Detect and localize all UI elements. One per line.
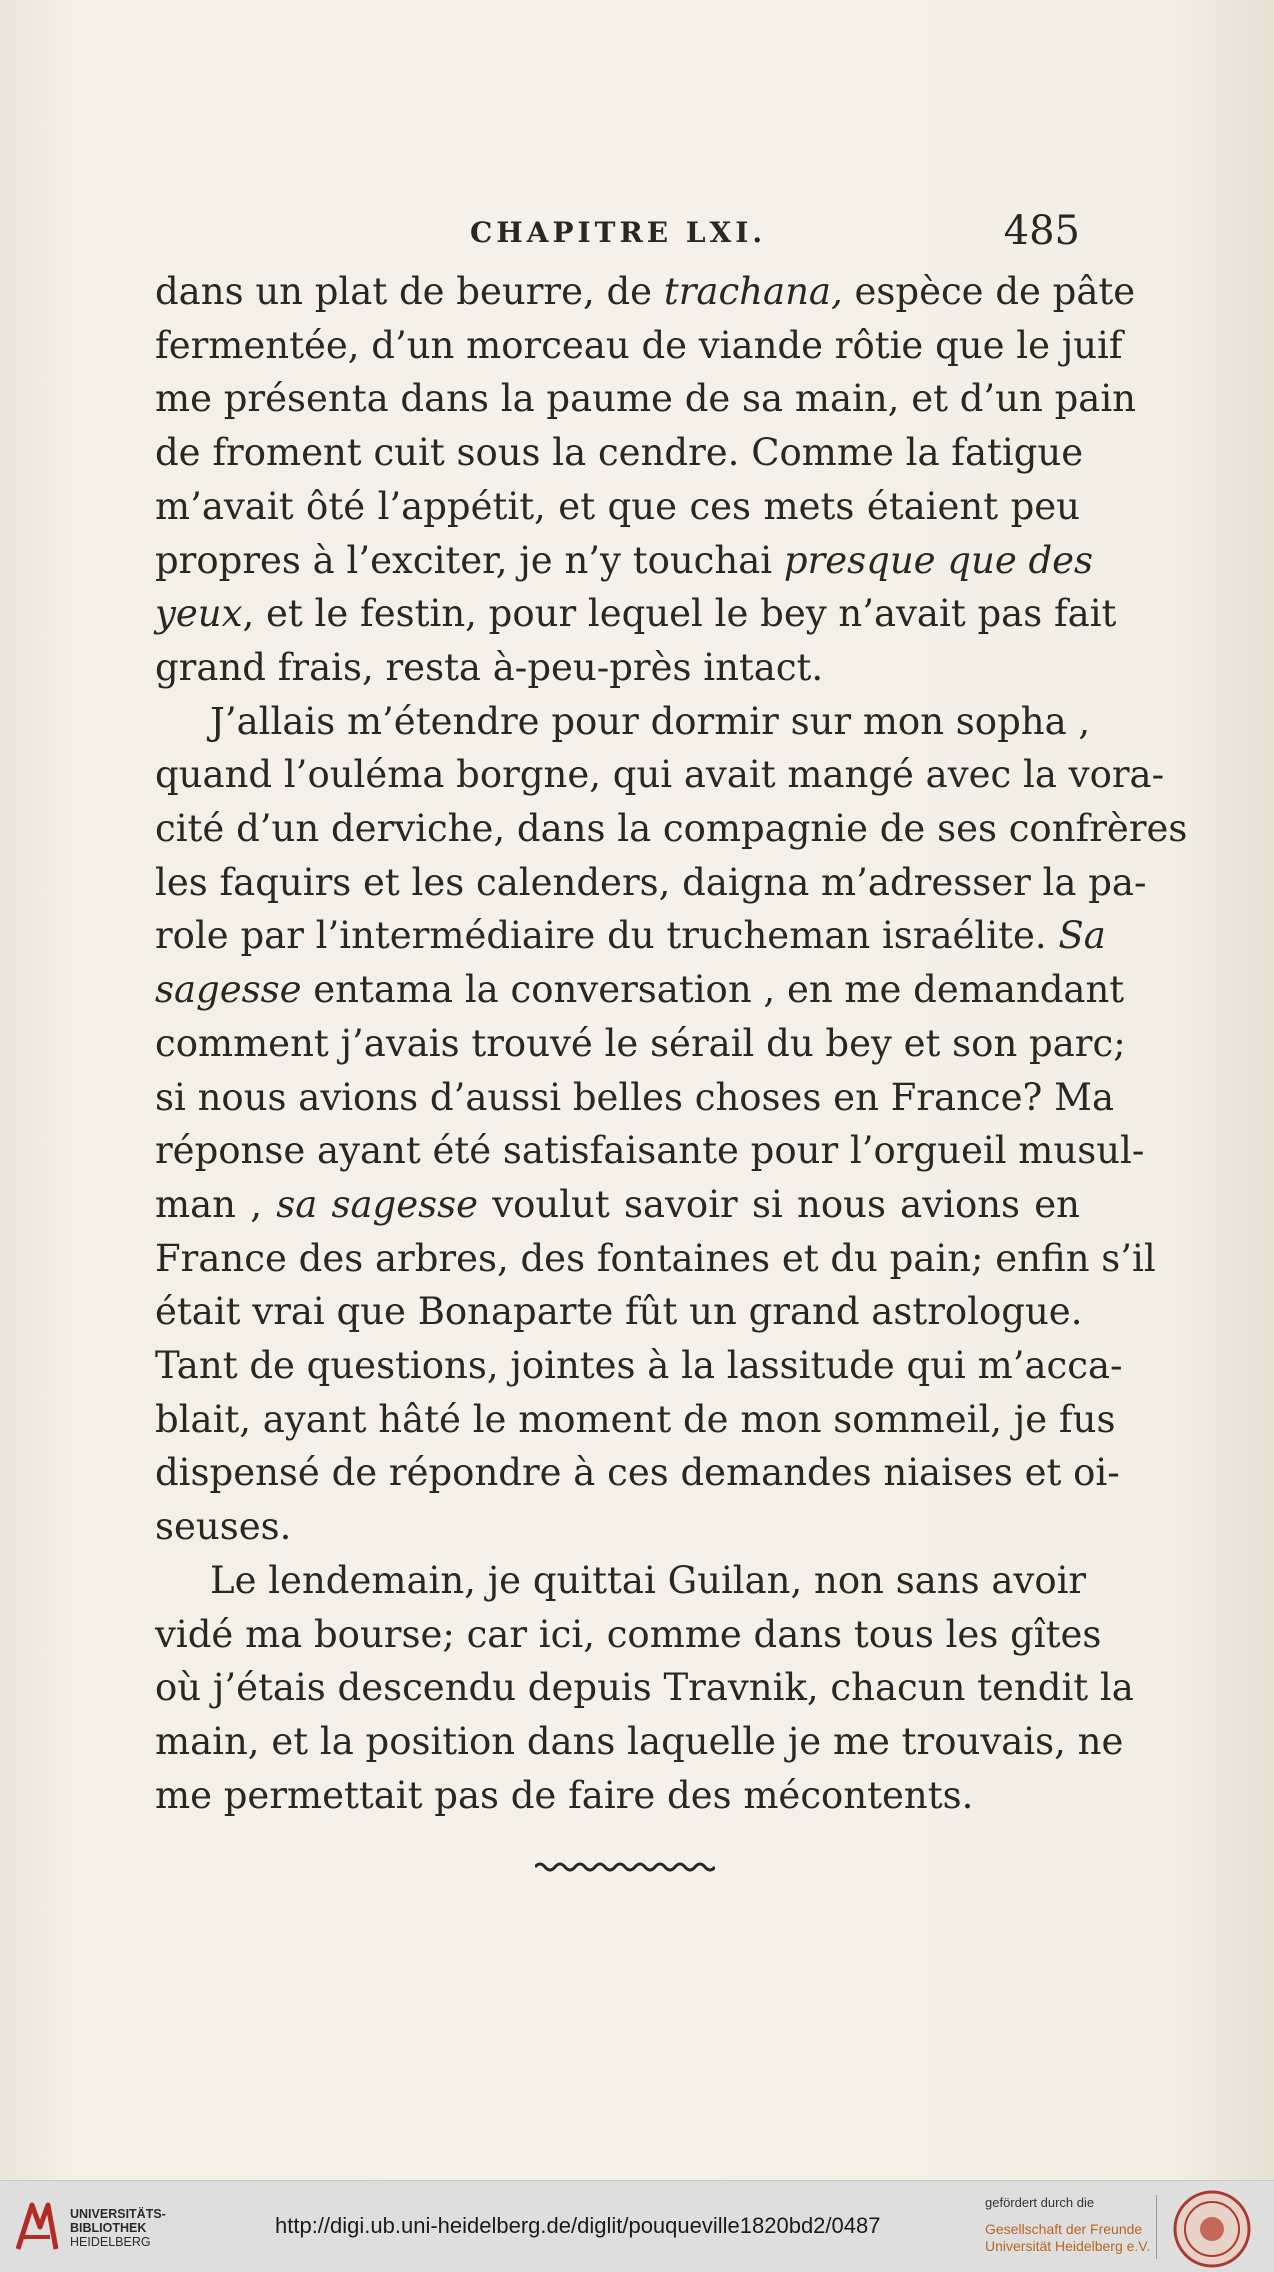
text-line: main, et la position dans laquelle je me trouvais, ne	[155, 1719, 1124, 1763]
italic-text: sagesse	[155, 968, 302, 1012]
source-url-link[interactable]: http://digi.ub.uni-heidelberg.de/diglit/pouqueville1820bd2/0487	[275, 2213, 881, 2238]
sponsor-name: Gesellschaft der Freunde Universität Heidelberg e.V.	[985, 2221, 1151, 2254]
italic-text: Sa	[1058, 914, 1106, 958]
italic-text: yeux	[155, 592, 243, 636]
text-line: réponse ayant été satisfaisante pour l’orgueil musul-	[155, 1129, 1145, 1173]
text-line: sagesse entama la conversation , en me demandant	[155, 968, 1125, 1012]
paragraph	[155, 695, 1188, 1554]
italic-text: presque que des	[783, 538, 1094, 582]
text-line: vidé ma bourse; car ici, comme dans tous les gîtes	[155, 1612, 1102, 1656]
ub-heidelberg-logo-icon	[14, 2197, 60, 2257]
text-line: seuses.	[155, 1505, 292, 1549]
text-line: me présenta dans la paume de sa main, et d’un pain	[155, 377, 1136, 421]
footer-separator	[1156, 2195, 1157, 2259]
chapter-heading: CHAPITRE LXI.	[470, 216, 767, 249]
text-line: si nous avions d’aussi belles choses en France? Ma	[155, 1075, 1115, 1119]
university-seal-icon	[1172, 2189, 1252, 2269]
text-line: me permettait pas de faire des mécontents.	[155, 1773, 974, 1817]
text-line: comment j’avais trouvé le sérail du bey et son parc;	[155, 1021, 1126, 1065]
text-line: man , sa sagesse voulut savoir si nous avions en	[155, 1182, 1080, 1226]
digitization-footer	[0, 2180, 1274, 2272]
paragraph	[155, 265, 1136, 695]
page-number: 485	[1003, 208, 1080, 254]
text-line: Tant de questions, jointes à la lassitude qui m’acca-	[155, 1344, 1123, 1388]
text-line: grand frais, resta à-peu-près intact.	[155, 645, 824, 689]
text-line: propres à l’exciter, je n’y touchai presque que des	[155, 538, 1094, 582]
text-line: yeux, et le festin, pour lequel le bey n’avait pas fait	[155, 592, 1117, 636]
text-line: était vrai que Bonaparte fût un grand astrologue.	[155, 1290, 1083, 1334]
text-line: J’allais m’étendre pour dormir sur mon sopha ,	[210, 699, 1091, 743]
paragraph	[155, 1554, 1134, 1823]
text-line: Le lendemain, je quittai Guilan, non sans avoir	[210, 1558, 1087, 1602]
text-line: les faquirs et les calenders, daigna m’adresser la pa-	[155, 860, 1147, 904]
text-line: dispensé de répondre à ces demandes niaises et oi-	[155, 1451, 1120, 1495]
body-text	[155, 265, 1188, 1822]
text-line: blait, ayant hâté le moment de mon sommeil, je fus	[155, 1397, 1116, 1441]
text-line: où j’étais descendu depuis Travnik, chacun tendit la	[155, 1666, 1134, 1710]
text-line: de froment cuit sous la cendre. Comme la fatigue	[155, 431, 1084, 475]
text-line: fermentée, d’un morceau de viande rôtie que le juif	[155, 323, 1123, 367]
library-name: UNIVERSITÄTS- BIBLIOTHEK HEIDELBERG	[70, 2207, 166, 2249]
running-header	[155, 208, 1080, 268]
sponsor-prefix: gefördert durch die	[985, 2195, 1095, 2210]
text-line: cité d’un derviche, dans la compagnie de ses confrères	[155, 807, 1188, 851]
italic-text: sa sagesse	[276, 1182, 478, 1226]
text-line: France des arbres, des fontaines et du pain; enfin s’il	[155, 1236, 1156, 1280]
italic-text: trachana,	[663, 270, 843, 313]
text-line: dans un plat de beurre, de trachana, espèce de pâte	[155, 270, 1136, 313]
text-line: role par l’intermédiaire du trucheman israélite. Sa	[155, 914, 1106, 958]
ornamental-divider	[535, 1860, 715, 1874]
text-line: quand l’ouléma borgne, qui avait mangé avec la vora-	[155, 753, 1165, 797]
text-line: m’avait ôté l’appétit, et que ces mets étaient peu	[155, 484, 1080, 528]
